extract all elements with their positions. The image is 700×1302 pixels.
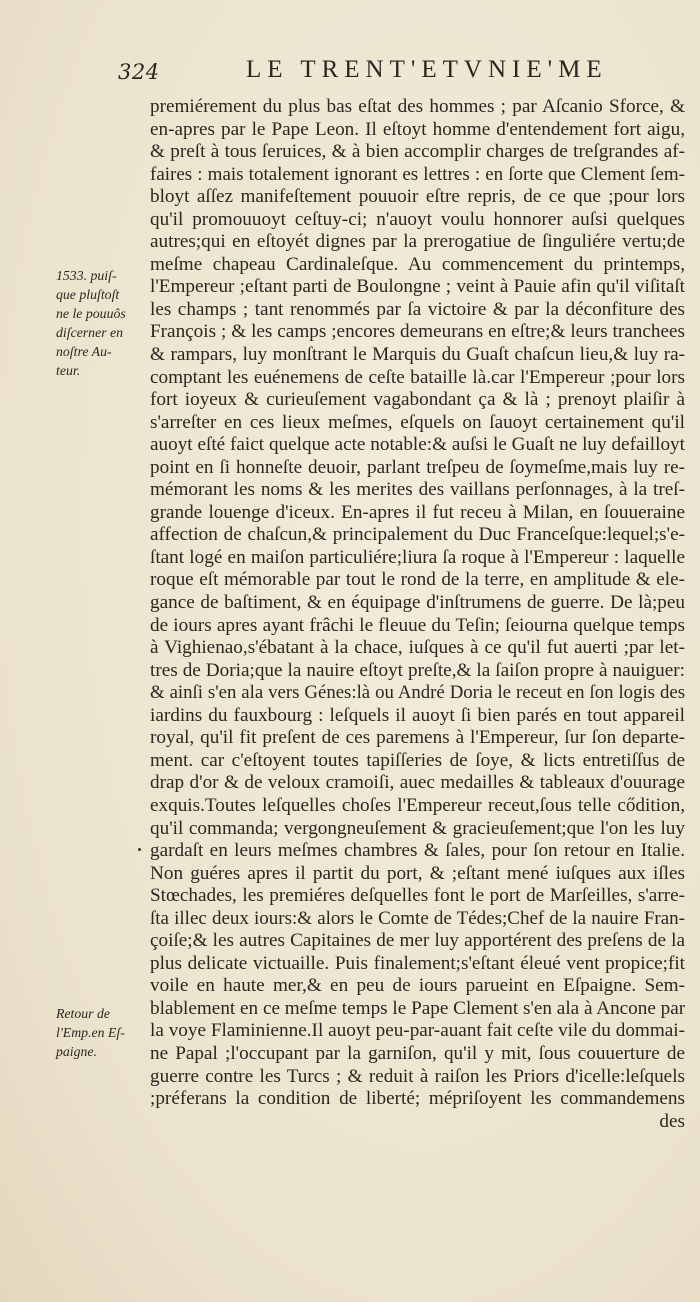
text-line: meſme chapeau Cardinaleſque. Au commencement du printemps, bbox=[150, 253, 685, 275]
text-line: bloyt aſſez manifeſtement pouuoir eſtre repris, de ce que ;pour lors bbox=[150, 186, 685, 208]
text-line: la voye Flaminienne.Il auoyt peu-par-auant fait ceſte vile du dommai- bbox=[150, 1020, 685, 1042]
text-line: Stœchades, les premiéres deſquelles font le port de Marſeilles, s'arre- bbox=[150, 885, 685, 907]
text-line: auoyt eſté faict quelque acte notable:& auſsi le Guaſt ne luy defailloyt bbox=[150, 434, 685, 456]
text-line: royal, qu'il fit preſent de ces paremens à l'Empereur, ſur ſon departe- bbox=[150, 727, 685, 749]
margin-note-line: l'Emp.en Eſ- bbox=[56, 1025, 125, 1040]
text-line: tres de Doria;que la nauire eſtoyt preſte,& la ſaiſon propre à nauiguer: bbox=[150, 659, 685, 681]
margin-note-date bbox=[56, 266, 148, 380]
text-line: & preſt à tous ſeruices, & à bien accomplir charges de treſgrandes af- bbox=[150, 141, 685, 163]
text-line: faires : mais totalement ignorant es lettres : en ſorte que Clement ſem- bbox=[150, 163, 685, 185]
text-line: exquis.Toutes leſquelles choſes l'Empereur receut,ſous telle cődition, bbox=[150, 794, 685, 816]
text-line: les champs ; tant renommés par ſa victoire & par la déconfiture des bbox=[150, 298, 685, 320]
text-line: ;préferans la condition de liberté; mépriſoyent les commandemens bbox=[150, 1088, 685, 1110]
text-line: François ; & les camps ;encores demeurans en eſtre;& leurs tranchees bbox=[150, 321, 685, 343]
text-line: blablement en ce meſme temps le Pape Clement s'en ala à Ancone par bbox=[150, 997, 685, 1019]
page-number: 324 bbox=[118, 60, 160, 84]
margin-note-line: que pluſtoſt bbox=[56, 287, 120, 302]
text-line: ment. car c'eſtoyent toutes tapiſſeries de ſoye, & licts entretiſſus de bbox=[150, 749, 685, 771]
text-line: fort ioyeux & curieuſement vagabondant ça & là ; prenoyt plaiſir à bbox=[150, 389, 685, 411]
text-line: plus delicate victuaille. Puis finalement;s'eſtant éleué vent propice;fit bbox=[150, 952, 685, 974]
text-line: & ainſi s'en ala vers Génes:là ou André Doria le receut en ſon logis des bbox=[150, 682, 685, 704]
text-line: qu'il promouuoyt ceſtuy-ci; n'auoyt voulu honnorer auſsi quelques bbox=[150, 208, 685, 230]
text-line: grande louenge d'iceux. En-apres il fut receu à Milan, en ſouueraine bbox=[150, 501, 685, 523]
text-line: & rampars, luy monſtrant le Marquis du Guaſt chaſcun lieu,& luy ra- bbox=[150, 344, 685, 366]
margin-note-line: paigne. bbox=[56, 1044, 97, 1059]
text-line: premiérement du plus bas eſtat des hommes ; par Aſcanio Sforce, & bbox=[150, 96, 685, 117]
text-line: des bbox=[659, 1110, 685, 1132]
page-header bbox=[118, 56, 678, 90]
margin-note-line: ne le pouuôs bbox=[56, 306, 126, 321]
ink-speck bbox=[138, 848, 141, 851]
text-line: drap d'or & de veloux cramoiſi, auec medailles & tableaux d'ouurage bbox=[150, 772, 685, 794]
text-line: guerre contre les Turcs ; & reduit à raiſon les Priors d'icelle:leſquels bbox=[150, 1065, 685, 1087]
margin-note-line: diſcerner en bbox=[56, 325, 124, 340]
margin-note-line: noſtre Au- bbox=[56, 344, 112, 359]
margin-note-line: teur. bbox=[56, 363, 81, 378]
text-line: comptant les euénemens de ceſte bataille là.car l'Empereur ;pour lors bbox=[150, 366, 685, 388]
margin-note-line: 1533. puiſ- bbox=[56, 268, 117, 283]
text-line: gardaſt en leurs meſmes chambres & ſales, pour ſon retour en Italie. bbox=[150, 840, 685, 862]
text-line: affection de chaſcun,& principalement du Duc Franceſque:lequel;s'e- bbox=[150, 524, 685, 546]
running-head: LE TRENT'ETVNIE'ME bbox=[246, 56, 608, 83]
margin-note-line: Retour de bbox=[56, 1006, 111, 1021]
text-line: iardins du fauxbourg : leſquels il auoyt ſi bien parés en tout appareil bbox=[150, 704, 685, 726]
text-line: s'arreſter en ces lieux meſmes, eſquels on ſauoyt certainement qu'il bbox=[150, 411, 685, 433]
text-line: roque eſt mémorable par tout le rond de la terre, en amplitude & ele- bbox=[150, 569, 685, 591]
text-line: çoiſe;& les autres Capitaines de mer luy apportérent des preſens de la bbox=[150, 930, 685, 952]
text-line: autres;qui en eſtoyét dignes par la prerogatiue de ſinguliére vertu;de bbox=[150, 231, 685, 253]
text-line: l'Empereur ;eſtant parti de Boulongne ; veint à Pauie afin qu'il viſitaſt bbox=[150, 276, 685, 298]
text-line: ſtant logé en maiſon particuliére;liura ſa roque à l'Empereur : laquelle bbox=[150, 546, 685, 568]
text-line: ne Papal ;l'occupant par la garniſon, qu'il y mit, ſous couuerture de bbox=[150, 1042, 685, 1064]
text-line: point en ſi honneſte deuoir, parlant treſpeu de ſoymeſme,mais luy re- bbox=[150, 456, 685, 478]
text-line: ſta illec deux iours:& alors le Comte de Tédes;Chef de la nauire Fran- bbox=[150, 907, 685, 929]
text-line: mémorant les noms & les merites des vaillans perſonnages, à la treſ- bbox=[150, 479, 685, 501]
text-line: à Vighienao,s'ébatant à la chace, iuſques à ce qu'il fut auerti ;par let- bbox=[150, 637, 685, 659]
text-line: Non guéres apres il partit du port, & ;eſtant mené iuſques aux iſles bbox=[150, 862, 685, 884]
text-line: gance de baſtiment, & en équipage d'inſtrumens de guerre. De là;peu bbox=[150, 592, 685, 614]
body-text bbox=[150, 96, 685, 1133]
text-line: voile en haute mer,& en peu de iours parueint en Eſpaigne. Sem- bbox=[150, 975, 685, 997]
text-line: en-apres par le Pape Leon. Il eſtoyt homme d'entendement fort aigu, bbox=[150, 118, 685, 140]
margin-note-return bbox=[56, 1004, 148, 1061]
text-line: qu'il commanda; vergongneuſement & gracieuſement;que l'on les luy bbox=[150, 817, 685, 839]
text-line: de iours apres ayant frâchi le fleuue du Teſin; ſeiourna quelque temps bbox=[150, 614, 685, 636]
